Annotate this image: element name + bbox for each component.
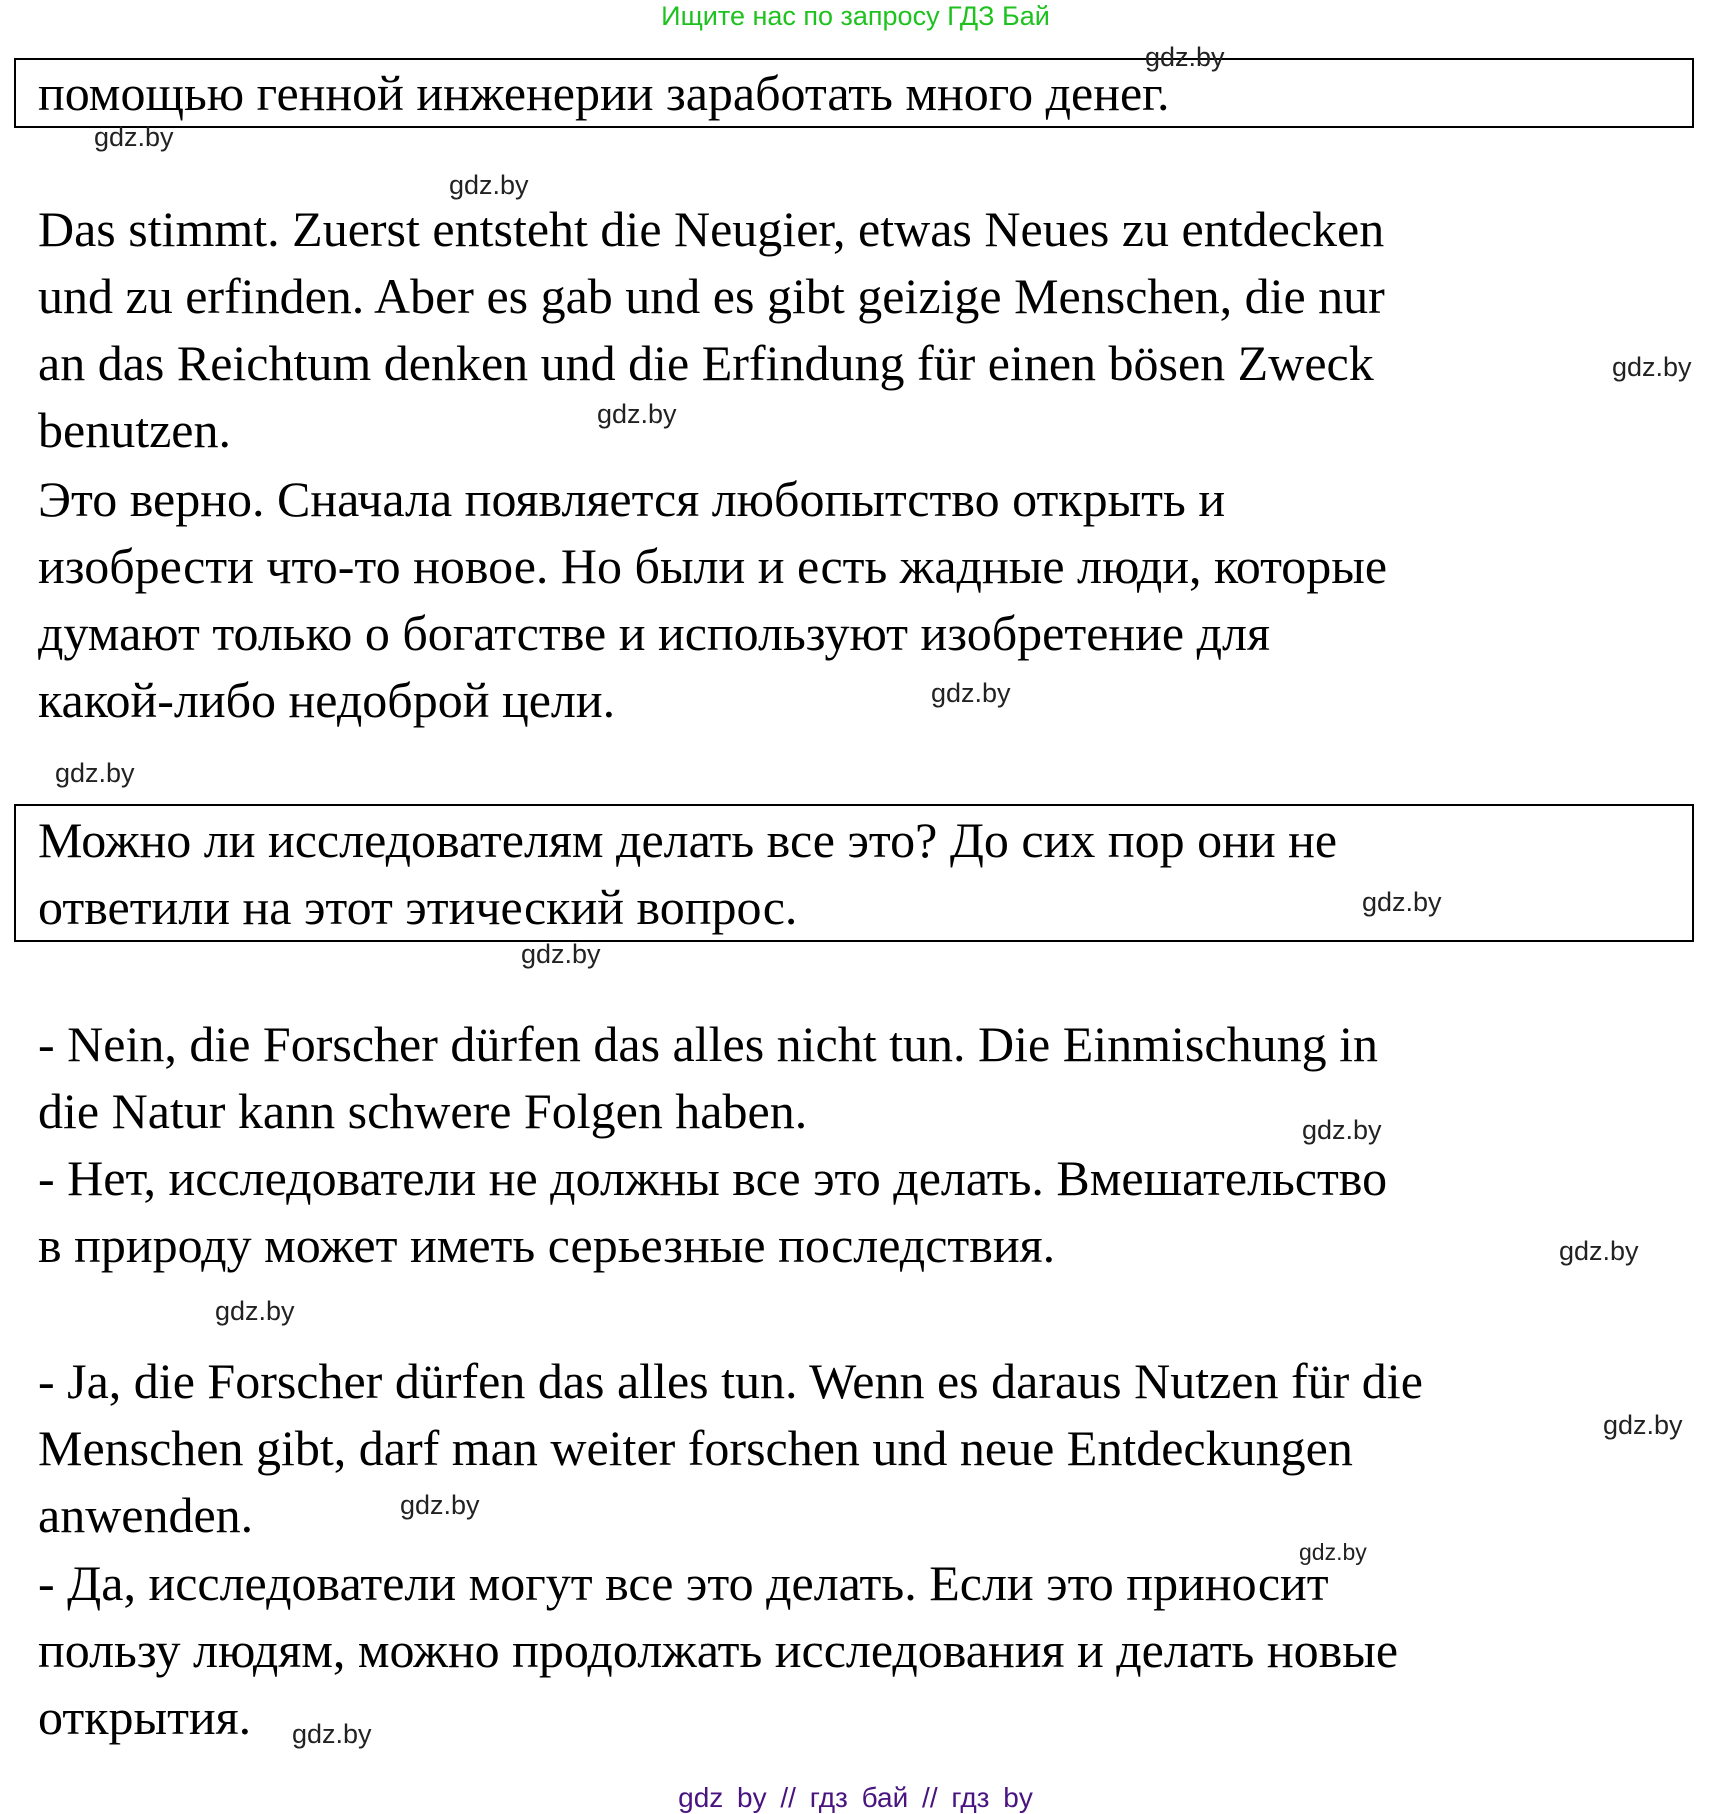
watermark: gdz.by — [1302, 1115, 1382, 1145]
text-line: думают только о богатстве и используют изобретение для — [38, 605, 1271, 661]
text-line: Menschen gibt, darf man weiter forschen und neue Entdeckungen — [38, 1420, 1353, 1476]
text-block-russian-2 — [38, 1145, 1387, 1279]
watermark: gdz.by — [521, 939, 601, 969]
text-line: Это верно. Сначала появляется любопытство открыть и — [38, 471, 1226, 527]
text-block-german-2 — [38, 1011, 1378, 1145]
watermark: gdz.by — [931, 678, 1011, 708]
text-line: - Ja, die Forscher dürfen das alles tun. Wenn es daraus Nutzen für die — [38, 1353, 1423, 1409]
text-block-question — [38, 807, 1337, 941]
text-block-russian-3 — [38, 1550, 1398, 1751]
watermark: gdz.by — [1145, 42, 1225, 72]
watermark: gdz.by — [55, 758, 135, 788]
watermark: gdz.by — [1559, 1236, 1639, 1266]
text-block-german-1 — [38, 196, 1385, 464]
text-line: die Natur kann schwere Folgen haben. — [38, 1083, 808, 1139]
text-line: открытия. — [38, 1689, 252, 1745]
text-block-russian-1 — [38, 466, 1387, 734]
text-line: an das Reichtum denken und die Erfindung für einen bösen Zweck — [38, 335, 1374, 391]
text-line: какой-либо недоброй цели. — [38, 672, 616, 728]
watermark: gdz.by — [1603, 1410, 1683, 1440]
text-line: Das stimmt. Zuerst entsteht die Neugier, etwas Neues zu entdecken — [38, 201, 1385, 257]
watermark: gdz.by — [597, 399, 677, 429]
text-line: пользу людям, можно продолжать исследования и делать новые — [38, 1622, 1399, 1678]
text-line: в природу может иметь серьезные последствия. — [38, 1217, 1056, 1273]
text-line: помощью генной инженерии заработать много денег. — [38, 65, 1170, 121]
promo-header: Ищите нас по запросу ГДЗ Бай — [661, 1, 1050, 31]
text-block-german-3 — [38, 1348, 1423, 1549]
watermark: gdz.by — [94, 122, 174, 152]
text-line: - Нет, исследователи не должны все это делать. Вмешательство — [38, 1150, 1388, 1206]
watermark: gdz.by — [400, 1490, 480, 1520]
text-line: und zu erfinden. Aber es gab und es gibt geizige Menschen, die nur — [38, 268, 1385, 324]
watermark: gdz.by — [215, 1296, 295, 1326]
watermark: gdz.by — [449, 170, 529, 200]
text-line: ответили на этот этический вопрос. — [38, 879, 798, 935]
text-line: - Да, исследователи могут все это делать. Если это приносит — [38, 1555, 1329, 1611]
watermark: gdz.by — [1299, 1539, 1367, 1565]
footer-links: gdz by // гдз бай // гдз by — [678, 1782, 1033, 1813]
text-line: - Nein, die Forscher dürfen das alles nicht tun. Die Einmischung in — [38, 1016, 1378, 1072]
watermark: gdz.by — [1612, 352, 1692, 382]
text-line: Можно ли исследователям делать все это? До сих пор они не — [38, 812, 1338, 868]
watermark: gdz.by — [292, 1719, 372, 1749]
text-line: benutzen. — [38, 402, 231, 458]
text-line: изобрести что-то новое. Но были и есть жадные люди, которые — [38, 538, 1388, 594]
text-line: anwenden. — [38, 1487, 254, 1543]
text-block-russian-intro — [38, 60, 1170, 127]
watermark: gdz.by — [1362, 887, 1442, 917]
